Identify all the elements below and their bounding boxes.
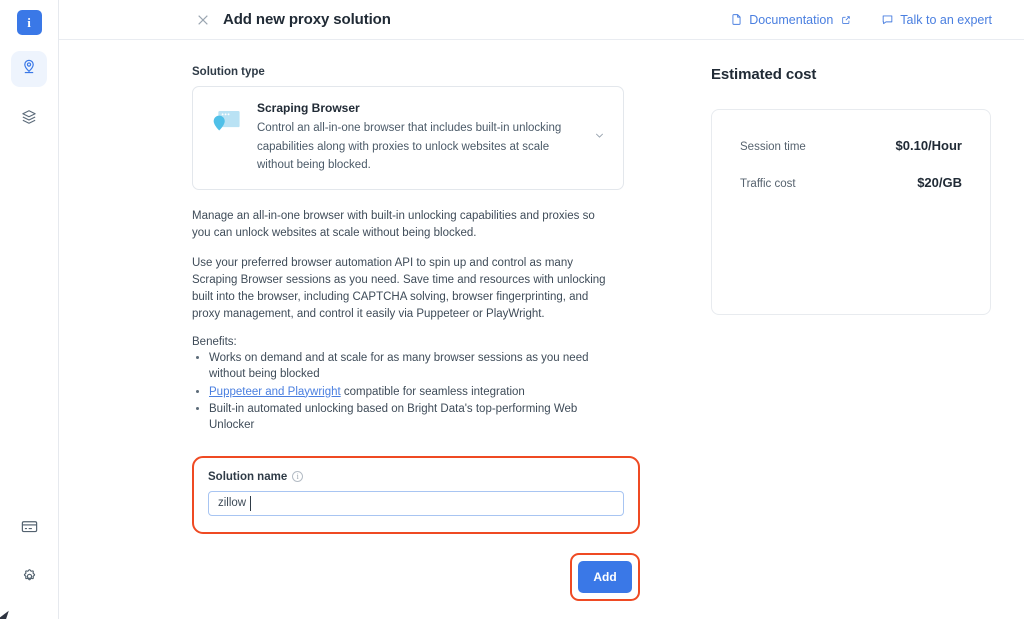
page-title: Add new proxy solution <box>223 11 391 28</box>
benefit-text: compatible for seamless integration <box>340 385 525 398</box>
scraping-browser-icon <box>209 107 243 142</box>
solution-type-description: Control an all-in-one browser that includes built-in unlocking capabilities along with proxies to unlock websites at scale without being blocked. <box>257 122 562 172</box>
benefit-text: Works on demand and at scale for as many browser sessions as you need without being blocked <box>209 351 589 381</box>
brand-logo-label: i <box>27 14 31 30</box>
estimated-cost-card <box>711 109 991 315</box>
main-area <box>59 0 1024 619</box>
sidebar-item-billing[interactable] <box>11 511 47 547</box>
sidebar-bottom-group <box>0 497 58 597</box>
talk-to-expert-label: Talk to an expert <box>900 12 992 27</box>
list-item <box>209 384 616 400</box>
solution-type-body <box>257 101 579 175</box>
estimated-cost-title: Estimated cost <box>711 66 817 83</box>
external-link-icon <box>841 15 851 25</box>
description-block <box>192 208 616 434</box>
cost-row-session-time <box>740 138 962 153</box>
sidebar-item-proxies[interactable] <box>11 51 47 87</box>
solution-name-input-wrap <box>208 491 624 516</box>
close-icon[interactable] <box>195 12 211 28</box>
list-item <box>209 350 616 383</box>
benefit-text: Built-in automated unlocking based on Bright Data's top-performing Web Unlocker <box>209 402 578 432</box>
add-button-highlight <box>570 553 640 601</box>
add-button-row <box>192 553 640 601</box>
list-item <box>209 401 616 434</box>
talk-to-expert-link[interactable] <box>881 13 992 27</box>
info-icon[interactable]: i <box>292 471 303 482</box>
solution-name-input[interactable] <box>208 491 624 516</box>
cost-row-traffic-cost <box>740 175 962 190</box>
page-content <box>59 40 1024 619</box>
cost-label: Session time <box>740 141 806 153</box>
description-paragraph-1: Manage an all-in-one browser with built-in unlocking capabilities and proxies so you can unlock websites at scale without being blocked. <box>192 209 595 239</box>
benefits-list <box>192 350 616 434</box>
brand-logo[interactable] <box>17 10 42 35</box>
cursor-pointer <box>0 603 16 619</box>
solution-type-title: Scraping Browser <box>257 101 360 115</box>
document-icon <box>730 13 743 26</box>
cost-value: $0.10/Hour <box>895 138 962 153</box>
description-paragraph-2: Use your preferred browser automation API to spin up and control as many Scraping Browser sessions as you need. Save time and resources with unlocking built into the browser, including CAPTCHA solving, browser fingerprinting, and proxy management, and control it easily via Puppeteer or PlayWright. <box>192 256 606 320</box>
credit-card-icon <box>20 517 39 541</box>
solution-name-label: Solution name <box>208 470 288 483</box>
cost-label: Traffic cost <box>740 178 796 190</box>
benefits-title: Benefits: <box>192 335 237 348</box>
documentation-link[interactable] <box>730 13 851 27</box>
sidebar-item-settings[interactable] <box>11 561 47 597</box>
page-header <box>59 0 1024 40</box>
chevron-down-icon[interactable] <box>593 129 607 147</box>
text-caret <box>250 496 251 511</box>
sidebar-top-group <box>11 0 47 137</box>
gear-icon <box>20 567 39 591</box>
location-pin-icon <box>20 58 38 81</box>
solution-type-label: Solution type <box>192 66 265 78</box>
header-actions <box>730 13 992 27</box>
chat-bubble-icon <box>881 13 894 26</box>
solution-type-card[interactable] <box>192 86 624 190</box>
puppeteer-playwright-link[interactable]: Puppeteer and Playwright <box>209 385 341 398</box>
sidebar-item-datasets[interactable] <box>11 101 47 137</box>
solution-name-label-row <box>208 471 624 483</box>
cost-value: $20/GB <box>917 175 962 190</box>
add-button[interactable]: Add <box>578 561 632 593</box>
sidebar <box>0 0 59 619</box>
form-column <box>59 40 711 619</box>
layers-stack-icon <box>20 108 38 131</box>
solution-name-highlight <box>192 456 640 534</box>
documentation-label: Documentation <box>749 12 834 27</box>
estimated-cost-column <box>711 40 1024 619</box>
